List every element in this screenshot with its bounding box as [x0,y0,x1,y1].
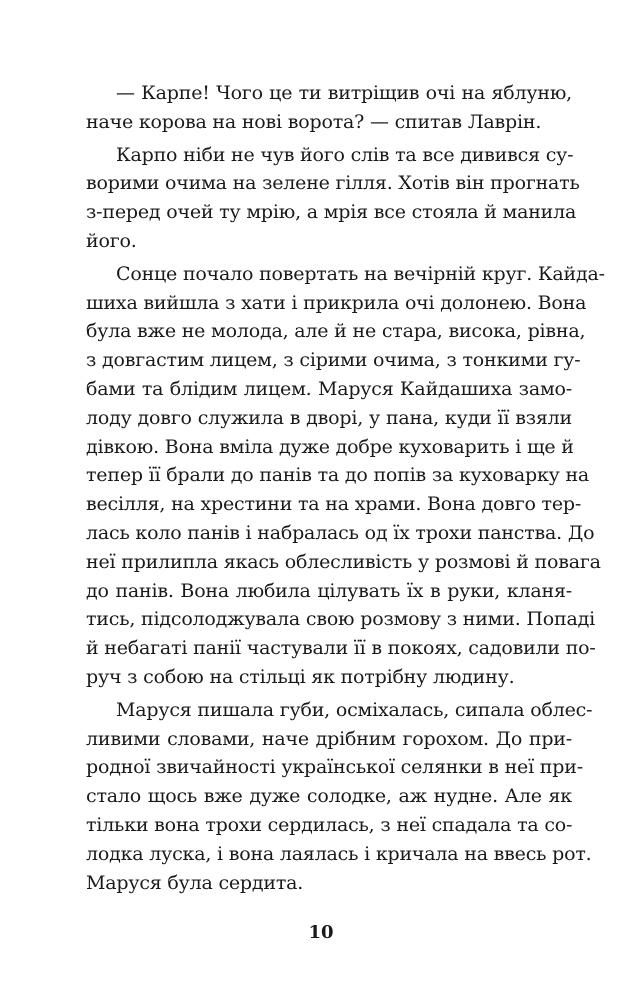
text-line: Маруся пишала губи, осміхалась, сипала облес- [116,698,593,721]
text-line: й небагаті панії частували її в покоях, садовили по- [86,637,596,660]
text-line: — Карпе! Чого це ти витріщив очі на яблуню, [116,82,572,104]
text-line: Маруся була сердита. [86,871,304,894]
text-line: наче корова на нові ворота? — спитав Лаврін. [86,110,542,133]
text-line: його. [86,229,137,252]
text-line: Сонце почало повертать на вечірній круг. Кайда- [116,262,605,285]
text-line: тись, підсолоджувала свою розмову з ними. Попаді [86,608,595,631]
text-line: була вже не молода, але й не стара, висока, рівна, [86,320,586,343]
text-line: бами та блідим лицем. Маруся Кайдашиха замо- [86,377,572,400]
text-line: лодка луска, і вона лаялась і кричала на ввесь рот. [86,842,592,865]
text-line: тільки вона трохи сердилась, з неї спадала та со- [86,813,573,836]
body-text [86,79,605,897]
page-number: 10 [308,922,334,943]
text-line: родної звичайності української селянки в неї при- [86,756,583,779]
text-line: лась коло панів і набралась од їх трохи панства. До [86,521,595,544]
text-line: неї прилипла якась облесливість у розмові й повага [86,550,601,573]
text-line: ливими словами, наче дрібним горохом. До при- [86,727,572,750]
text-line: Карпо ніби не чув його слів та все дивився су- [116,143,574,166]
text-line: ворими очима на зелене гілля. Хотів він прогнать [86,172,580,195]
paragraph [86,79,572,137]
text-line: тепер її брали до панів та до попів за куховарку на [86,464,590,487]
text-line: дівкою. Вона вміла дуже добре куховарить і ще й [86,435,574,458]
text-line: руч з собою на стільці як потрібну людину. [86,665,515,688]
paragraph [86,141,580,256]
paragraph [86,696,593,898]
text-line: з довгастим лицем, з сірими очима, з тонкими гу- [86,349,581,372]
text-line: з-перед очей ту мрію, а мрія все стояла й манила [86,201,577,224]
text-line: шиха вийшла з хати і прикрила очі долонею. Вона [86,291,587,314]
text-line: до панів. Вона любила цілувать їх в руки, кланя- [86,579,572,602]
text-line: стало щось вже дуже солодке, аж нудне. Але як [86,785,572,808]
paragraph [86,260,605,692]
text-line: весілля, на хрестини та на храми. Вона довго тер- [86,493,582,516]
text-line: лоду довго служила в дворі, у пана, куди її взяли [86,406,572,429]
